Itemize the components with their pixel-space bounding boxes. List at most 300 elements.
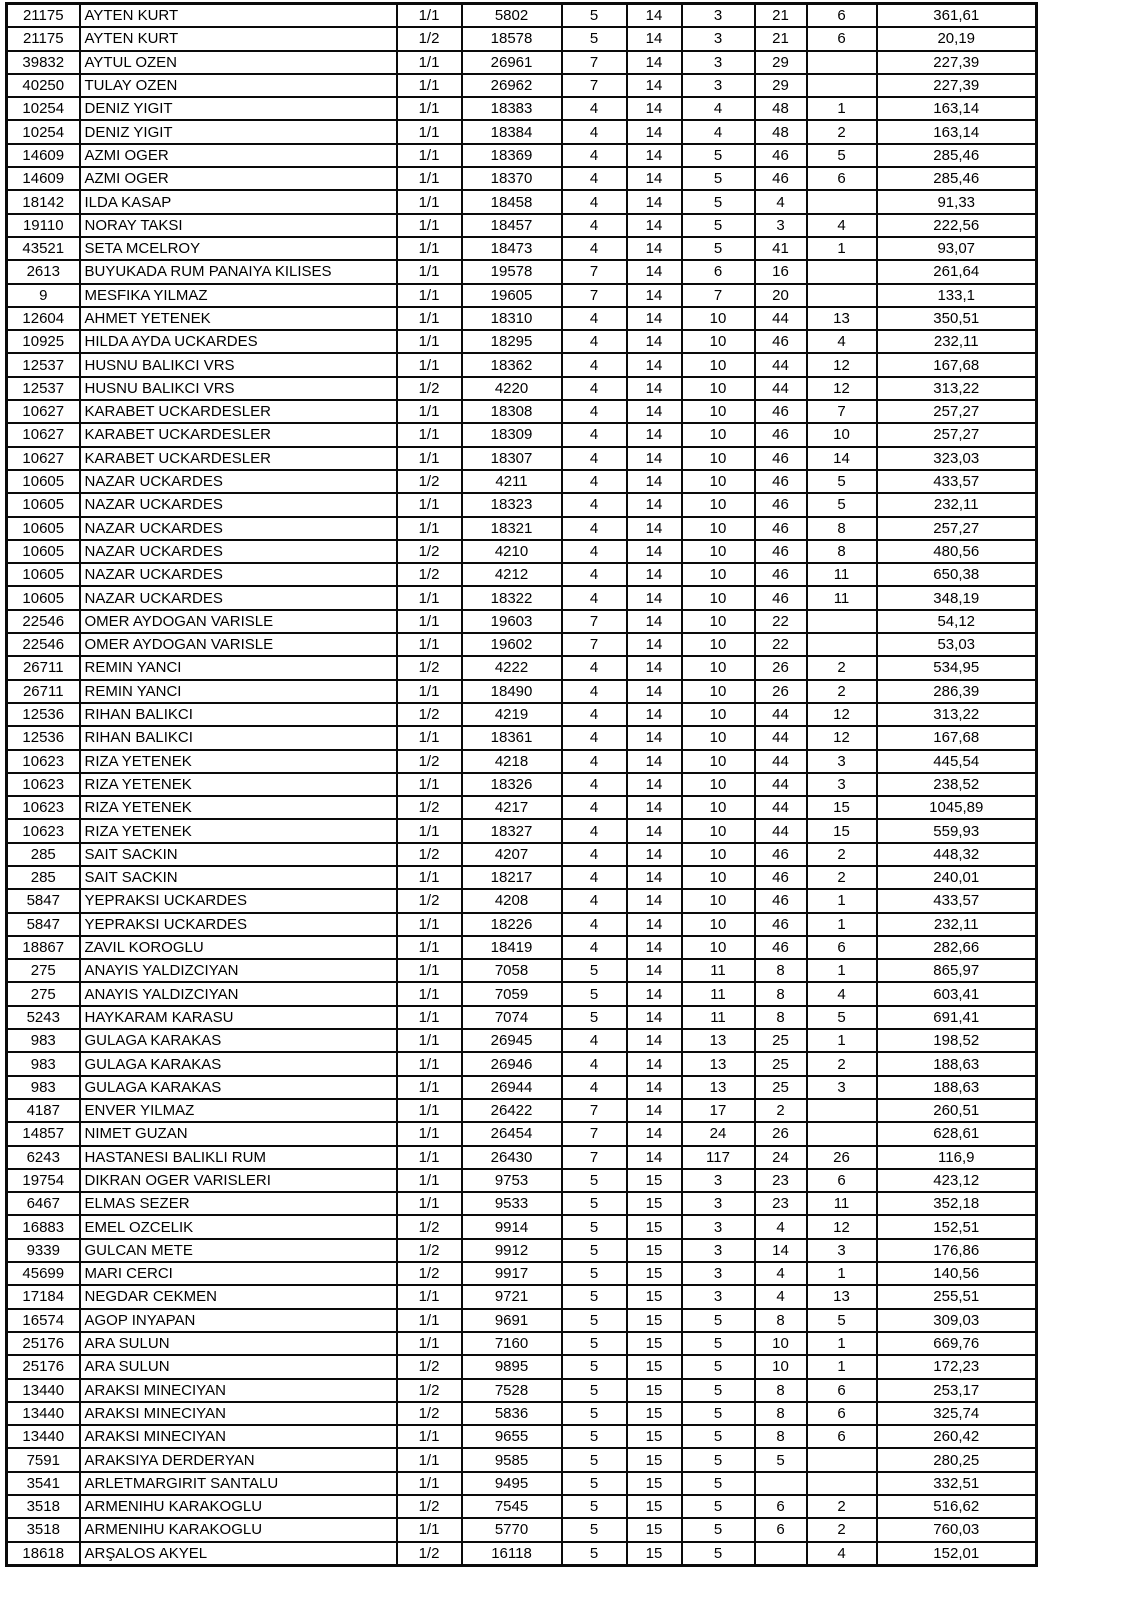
- table-row: [7, 656, 1037, 679]
- cell-col5: 4: [562, 447, 627, 470]
- cell-doc_no: 26430: [462, 1146, 562, 1169]
- cell-col9: 3: [807, 750, 877, 773]
- table-row: [7, 214, 1037, 237]
- cell-share: 1/1: [397, 423, 462, 446]
- cell-col8: 46: [755, 330, 807, 353]
- cell-col7: 10: [682, 470, 755, 493]
- cell-col9: [807, 74, 877, 97]
- cell-col5: 4: [562, 563, 627, 586]
- cell-name: ANAYIS YALDIZCIYAN: [80, 959, 397, 982]
- table-row: [7, 400, 1037, 423]
- cell-amount: 93,07: [877, 237, 1037, 260]
- cell-col7: 10: [682, 353, 755, 376]
- cell-id: 9339: [7, 1239, 80, 1262]
- cell-doc_no: 9895: [462, 1355, 562, 1378]
- cell-share: 1/1: [397, 167, 462, 190]
- cell-id: 19110: [7, 214, 80, 237]
- cell-share: 1/1: [397, 1099, 462, 1122]
- cell-name: AZMI OGER: [80, 144, 397, 167]
- cell-col5: 4: [562, 936, 627, 959]
- cell-col9: 13: [807, 1285, 877, 1308]
- cell-doc_no: 9585: [462, 1448, 562, 1471]
- cell-col7: 17: [682, 1099, 755, 1122]
- cell-col7: 10: [682, 423, 755, 446]
- cell-name: ARŞALOS AKYEL: [80, 1542, 397, 1566]
- cell-col6: 14: [627, 982, 682, 1005]
- cell-col7: 5: [682, 190, 755, 213]
- cell-col9: 2: [807, 656, 877, 679]
- cell-col6: 14: [627, 423, 682, 446]
- cell-name: NEGDAR CEKMEN: [80, 1285, 397, 1308]
- cell-col6: 15: [627, 1355, 682, 1378]
- cell-amount: 255,51: [877, 1285, 1037, 1308]
- cell-col9: 12: [807, 353, 877, 376]
- cell-col8: 46: [755, 144, 807, 167]
- cell-col6: 14: [627, 773, 682, 796]
- cell-col7: 3: [682, 51, 755, 74]
- cell-name: ARMENIHU KARAKOGLU: [80, 1518, 397, 1541]
- cell-amount: 238,52: [877, 773, 1037, 796]
- cell-col7: 3: [682, 1169, 755, 1192]
- cell-id: 983: [7, 1052, 80, 1075]
- cell-col9: 1: [807, 913, 877, 936]
- cell-id: 6467: [7, 1192, 80, 1215]
- cell-name: HILDA AYDA UCKARDES: [80, 330, 397, 353]
- cell-col7: 11: [682, 959, 755, 982]
- cell-col7: 5: [682, 1402, 755, 1425]
- cell-col6: 14: [627, 353, 682, 376]
- cell-col5: 4: [562, 330, 627, 353]
- cell-col9: 2: [807, 120, 877, 143]
- cell-name: AHMET YETENEK: [80, 307, 397, 330]
- cell-name: GULAGA KARAKAS: [80, 1052, 397, 1075]
- cell-id: 10605: [7, 563, 80, 586]
- cell-col8: 23: [755, 1192, 807, 1215]
- cell-col6: 15: [627, 1518, 682, 1541]
- table-row: [7, 4, 1037, 28]
- cell-amount: 352,18: [877, 1192, 1037, 1215]
- cell-col6: 14: [627, 330, 682, 353]
- cell-col8: 44: [755, 377, 807, 400]
- cell-amount: 286,39: [877, 680, 1037, 703]
- cell-col7: 117: [682, 1146, 755, 1169]
- cell-col7: 10: [682, 656, 755, 679]
- cell-amount: 152,51: [877, 1215, 1037, 1238]
- cell-col9: 1: [807, 1029, 877, 1052]
- cell-name: KARABET UCKARDESLER: [80, 400, 397, 423]
- cell-amount: 167,68: [877, 353, 1037, 376]
- table-row: [7, 726, 1037, 749]
- table-row: [7, 1542, 1037, 1566]
- cell-id: 3518: [7, 1518, 80, 1541]
- cell-id: 12537: [7, 353, 80, 376]
- cell-col5: 4: [562, 656, 627, 679]
- cell-amount: 188,63: [877, 1076, 1037, 1099]
- cell-col9: 1: [807, 959, 877, 982]
- cell-doc_no: 9912: [462, 1239, 562, 1262]
- cell-id: 5847: [7, 889, 80, 912]
- table-row: [7, 982, 1037, 1005]
- cell-col6: 15: [627, 1379, 682, 1402]
- cell-col8: 46: [755, 493, 807, 516]
- cell-col6: 14: [627, 1076, 682, 1099]
- cell-id: 5847: [7, 913, 80, 936]
- cell-col7: 5: [682, 1518, 755, 1541]
- cell-col6: 14: [627, 51, 682, 74]
- cell-share: 1/1: [397, 866, 462, 889]
- table-row: [7, 190, 1037, 213]
- cell-amount: 91,33: [877, 190, 1037, 213]
- cell-share: 1/1: [397, 284, 462, 307]
- cell-col5: 5: [562, 959, 627, 982]
- cell-col9: 6: [807, 4, 877, 28]
- cell-amount: 350,51: [877, 307, 1037, 330]
- cell-col8: 23: [755, 1169, 807, 1192]
- cell-name: GULAGA KARAKAS: [80, 1029, 397, 1052]
- cell-share: 1/1: [397, 1192, 462, 1215]
- cell-doc_no: 18362: [462, 353, 562, 376]
- table-row: [7, 237, 1037, 260]
- cell-amount: 448,32: [877, 843, 1037, 866]
- cell-name: GULAGA KARAKAS: [80, 1076, 397, 1099]
- table-row: [7, 330, 1037, 353]
- cell-share: 1/2: [397, 1542, 462, 1566]
- cell-id: 10605: [7, 586, 80, 609]
- table-row: [7, 1472, 1037, 1495]
- cell-col7: 10: [682, 866, 755, 889]
- table-row: [7, 447, 1037, 470]
- table-row: [7, 284, 1037, 307]
- cell-col7: 24: [682, 1122, 755, 1145]
- cell-col7: 5: [682, 1379, 755, 1402]
- cell-amount: 261,64: [877, 260, 1037, 283]
- table-row: [7, 144, 1037, 167]
- cell-col6: 14: [627, 1122, 682, 1145]
- cell-doc_no: 4212: [462, 563, 562, 586]
- cell-col9: 7: [807, 400, 877, 423]
- cell-col9: 6: [807, 1169, 877, 1192]
- cell-amount: 260,51: [877, 1099, 1037, 1122]
- cell-col7: 5: [682, 214, 755, 237]
- cell-col6: 14: [627, 726, 682, 749]
- cell-amount: 865,97: [877, 959, 1037, 982]
- cell-col8: 44: [755, 750, 807, 773]
- cell-share: 1/1: [397, 97, 462, 120]
- cell-share: 1/1: [397, 982, 462, 1005]
- cell-col6: 14: [627, 260, 682, 283]
- cell-col8: 24: [755, 1146, 807, 1169]
- cell-col9: 1: [807, 237, 877, 260]
- cell-col8: 46: [755, 540, 807, 563]
- cell-col8: 46: [755, 889, 807, 912]
- cell-name: GULCAN METE: [80, 1239, 397, 1262]
- cell-doc_no: 18308: [462, 400, 562, 423]
- cell-amount: 313,22: [877, 703, 1037, 726]
- cell-amount: 628,61: [877, 1122, 1037, 1145]
- cell-doc_no: 9655: [462, 1425, 562, 1448]
- cell-col6: 14: [627, 447, 682, 470]
- table-row: [7, 1448, 1037, 1471]
- cell-col9: [807, 284, 877, 307]
- cell-share: 1/1: [397, 1425, 462, 1448]
- cell-name: ELMAS SEZER: [80, 1192, 397, 1215]
- cell-id: 14609: [7, 144, 80, 167]
- cell-name: NAZAR UCKARDES: [80, 586, 397, 609]
- cell-col9: 4: [807, 982, 877, 1005]
- cell-col7: 3: [682, 1215, 755, 1238]
- cell-name: ARLETMARGIRIT SANTALU: [80, 1472, 397, 1495]
- cell-share: 1/1: [397, 726, 462, 749]
- cell-share: 1/1: [397, 913, 462, 936]
- cell-col5: 5: [562, 1262, 627, 1285]
- cell-col7: 10: [682, 633, 755, 656]
- cell-doc_no: 4208: [462, 889, 562, 912]
- cell-col7: 10: [682, 400, 755, 423]
- cell-amount: 133,1: [877, 284, 1037, 307]
- cell-col8: 26: [755, 656, 807, 679]
- cell-amount: 433,57: [877, 889, 1037, 912]
- cell-name: NAZAR UCKARDES: [80, 540, 397, 563]
- cell-col7: 10: [682, 750, 755, 773]
- cell-name: RIZA YETENEK: [80, 796, 397, 819]
- cell-share: 1/1: [397, 1122, 462, 1145]
- cell-col9: 11: [807, 563, 877, 586]
- cell-share: 1/2: [397, 703, 462, 726]
- table-row: [7, 1076, 1037, 1099]
- cell-share: 1/1: [397, 1309, 462, 1332]
- cell-col8: 8: [755, 1309, 807, 1332]
- cell-col8: 46: [755, 913, 807, 936]
- cell-id: 5243: [7, 1006, 80, 1029]
- cell-amount: 140,56: [877, 1262, 1037, 1285]
- cell-col8: 21: [755, 27, 807, 50]
- cell-col9: 1: [807, 97, 877, 120]
- cell-id: 10605: [7, 517, 80, 540]
- cell-col5: 7: [562, 610, 627, 633]
- cell-col6: 14: [627, 144, 682, 167]
- cell-col5: 4: [562, 889, 627, 912]
- cell-col8: 44: [755, 773, 807, 796]
- cell-col8: 20: [755, 284, 807, 307]
- cell-doc_no: 16118: [462, 1542, 562, 1566]
- cell-col9: [807, 1472, 877, 1495]
- cell-share: 1/1: [397, 190, 462, 213]
- table-row: [7, 1029, 1037, 1052]
- cell-col6: 14: [627, 633, 682, 656]
- cell-name: AYTEN KURT: [80, 4, 397, 28]
- cell-id: 19754: [7, 1169, 80, 1192]
- cell-col5: 4: [562, 843, 627, 866]
- cell-id: 16574: [7, 1309, 80, 1332]
- cell-id: 9: [7, 284, 80, 307]
- cell-col8: 8: [755, 1006, 807, 1029]
- cell-name: ARA SULUN: [80, 1332, 397, 1355]
- cell-amount: 650,38: [877, 563, 1037, 586]
- cell-col7: 10: [682, 586, 755, 609]
- cell-col5: 4: [562, 796, 627, 819]
- table-row: [7, 470, 1037, 493]
- cell-col6: 15: [627, 1332, 682, 1355]
- cell-doc_no: 26422: [462, 1099, 562, 1122]
- cell-doc_no: 26945: [462, 1029, 562, 1052]
- cell-share: 1/1: [397, 353, 462, 376]
- table-row: [7, 1518, 1037, 1541]
- cell-col5: 5: [562, 1309, 627, 1332]
- cell-doc_no: 18327: [462, 819, 562, 842]
- cell-col9: 4: [807, 214, 877, 237]
- cell-col6: 14: [627, 610, 682, 633]
- cell-col8: 46: [755, 563, 807, 586]
- cell-id: 6243: [7, 1146, 80, 1169]
- cell-share: 1/1: [397, 1169, 462, 1192]
- cell-amount: 603,41: [877, 982, 1037, 1005]
- cell-share: 1/1: [397, 1052, 462, 1075]
- cell-col9: [807, 260, 877, 283]
- cell-id: 10623: [7, 796, 80, 819]
- cell-col5: 5: [562, 1518, 627, 1541]
- cell-col7: 11: [682, 982, 755, 1005]
- table-row: [7, 1285, 1037, 1308]
- cell-share: 1/1: [397, 214, 462, 237]
- cell-col8: 46: [755, 400, 807, 423]
- cell-col9: [807, 610, 877, 633]
- cell-name: RIHAN BALIKCI: [80, 703, 397, 726]
- cell-col7: 10: [682, 703, 755, 726]
- cell-amount: 53,03: [877, 633, 1037, 656]
- cell-share: 1/1: [397, 1472, 462, 1495]
- cell-col9: 12: [807, 703, 877, 726]
- cell-amount: 332,51: [877, 1472, 1037, 1495]
- cell-id: 983: [7, 1029, 80, 1052]
- cell-col8: 25: [755, 1052, 807, 1075]
- table-row: [7, 563, 1037, 586]
- table-row: [7, 1052, 1037, 1075]
- cell-col6: 15: [627, 1542, 682, 1566]
- cell-name: DENIZ YIGIT: [80, 97, 397, 120]
- cell-col9: 2: [807, 866, 877, 889]
- table-row: [7, 1402, 1037, 1425]
- cell-id: 12536: [7, 726, 80, 749]
- table-row: [7, 74, 1037, 97]
- cell-amount: 691,41: [877, 1006, 1037, 1029]
- cell-amount: 167,68: [877, 726, 1037, 749]
- cell-id: 14857: [7, 1122, 80, 1145]
- cell-col5: 5: [562, 1448, 627, 1471]
- cell-name: RIZA YETENEK: [80, 750, 397, 773]
- cell-amount: 282,66: [877, 936, 1037, 959]
- table-row: [7, 1495, 1037, 1518]
- cell-col7: 10: [682, 563, 755, 586]
- cell-col9: 10: [807, 423, 877, 446]
- cell-col7: 4: [682, 120, 755, 143]
- cell-col9: 2: [807, 1052, 877, 1075]
- cell-doc_no: 18419: [462, 936, 562, 959]
- cell-col6: 15: [627, 1448, 682, 1471]
- cell-col7: 11: [682, 1006, 755, 1029]
- cell-amount: 257,27: [877, 423, 1037, 446]
- cell-name: ENVER YILMAZ: [80, 1099, 397, 1122]
- cell-col9: 3: [807, 1239, 877, 1262]
- table-row: [7, 167, 1037, 190]
- cell-col6: 14: [627, 190, 682, 213]
- cell-col8: 46: [755, 423, 807, 446]
- cell-col7: 10: [682, 447, 755, 470]
- cell-col9: 26: [807, 1146, 877, 1169]
- cell-col5: 5: [562, 1495, 627, 1518]
- cell-col8: 4: [755, 1262, 807, 1285]
- cell-col8: 44: [755, 307, 807, 330]
- cell-col5: 5: [562, 1379, 627, 1402]
- cell-share: 1/1: [397, 74, 462, 97]
- cell-col8: 44: [755, 796, 807, 819]
- cell-col9: 1: [807, 1262, 877, 1285]
- cell-col6: 14: [627, 1006, 682, 1029]
- table-row: [7, 1309, 1037, 1332]
- cell-col7: 10: [682, 493, 755, 516]
- cell-col6: 14: [627, 913, 682, 936]
- cell-col9: [807, 633, 877, 656]
- cell-col9: 12: [807, 377, 877, 400]
- cell-name: NAZAR UCKARDES: [80, 470, 397, 493]
- cell-col5: 4: [562, 144, 627, 167]
- cell-col6: 14: [627, 819, 682, 842]
- cell-share: 1/1: [397, 120, 462, 143]
- cell-name: REMIN YANCI: [80, 680, 397, 703]
- cell-col9: 4: [807, 330, 877, 353]
- cell-id: 12536: [7, 703, 80, 726]
- cell-name: RIHAN BALIKCI: [80, 726, 397, 749]
- cell-col8: [755, 1472, 807, 1495]
- cell-doc_no: 18217: [462, 866, 562, 889]
- cell-share: 1/1: [397, 959, 462, 982]
- cell-id: 7591: [7, 1448, 80, 1471]
- cell-doc_no: 7160: [462, 1332, 562, 1355]
- cell-doc_no: 18326: [462, 773, 562, 796]
- cell-col7: 5: [682, 1425, 755, 1448]
- cell-id: 22546: [7, 610, 80, 633]
- cell-col7: 10: [682, 610, 755, 633]
- table-row: [7, 1146, 1037, 1169]
- cell-col6: 14: [627, 470, 682, 493]
- cell-col5: 4: [562, 237, 627, 260]
- cell-doc_no: 18369: [462, 144, 562, 167]
- table-row: [7, 27, 1037, 50]
- cell-name: ARAKSI MINECIYAN: [80, 1379, 397, 1402]
- cell-col8: 4: [755, 1215, 807, 1238]
- cell-amount: 669,76: [877, 1332, 1037, 1355]
- cell-name: NORAY TAKSI: [80, 214, 397, 237]
- cell-doc_no: 18307: [462, 447, 562, 470]
- cell-col6: 14: [627, 680, 682, 703]
- cell-share: 1/2: [397, 1215, 462, 1238]
- cell-name: DIKRAN OGER VARISLERI: [80, 1169, 397, 1192]
- cell-doc_no: 18384: [462, 120, 562, 143]
- cell-share: 1/1: [397, 1332, 462, 1355]
- cell-col7: 5: [682, 1309, 755, 1332]
- cell-col8: 10: [755, 1355, 807, 1378]
- cell-share: 1/2: [397, 1262, 462, 1285]
- cell-doc_no: 7058: [462, 959, 562, 982]
- cell-col5: 5: [562, 1215, 627, 1238]
- cell-col9: 5: [807, 1006, 877, 1029]
- cell-amount: 198,52: [877, 1029, 1037, 1052]
- cell-col7: 5: [682, 1355, 755, 1378]
- records-table: [5, 2, 1038, 1567]
- cell-amount: 253,17: [877, 1379, 1037, 1402]
- cell-name: MESFIKA YILMAZ: [80, 284, 397, 307]
- cell-col5: 4: [562, 819, 627, 842]
- cell-share: 1/1: [397, 1006, 462, 1029]
